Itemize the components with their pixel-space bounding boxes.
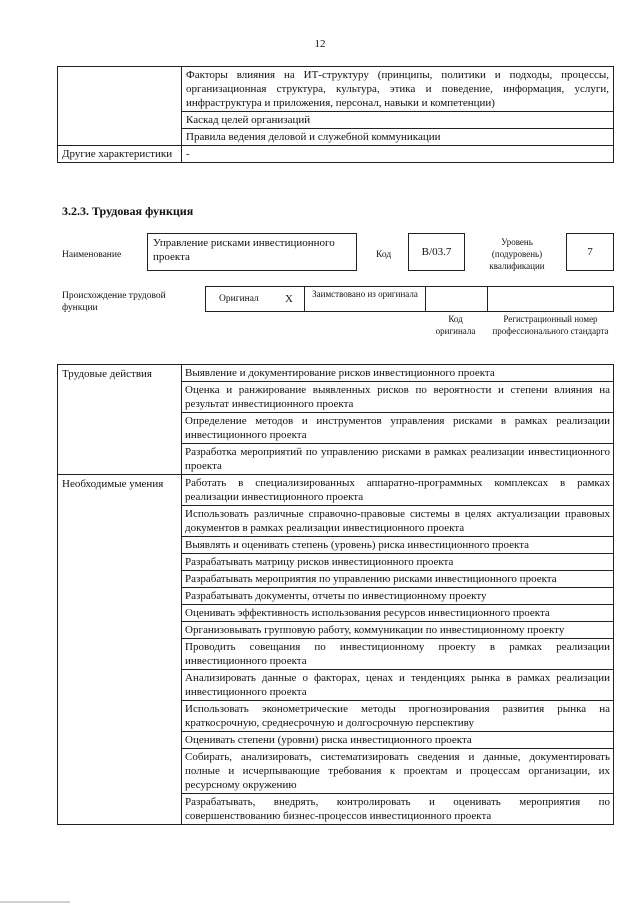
top-table [57, 66, 614, 163]
row-item: Проводить совещания по инвестиционному проекту в рамках реализации инвестиционного проекта [182, 639, 614, 670]
level-label: Уровень (подуровень) квалификации [489, 237, 545, 271]
level-value: 7 [587, 246, 593, 258]
row-item: Определение методов и инструментов управления рисками в рамках реализации инвестиционного проекта [182, 413, 614, 444]
row-item: Оценка и ранжирование выявленных рисков по вероятности и степени влияния на результат инвестиционного проекта [182, 382, 614, 413]
reg-number-box [487, 286, 614, 312]
reg-caption: Регистрационный номер профессионального стандарта [492, 314, 609, 336]
section-title: 3.2.3. Трудовая функция [62, 204, 194, 218]
scan-mark [0, 899, 120, 905]
row-item: Использовать различные справочно-правовые системы в целях актуализации правовых документов в рамках реализации инвестиционного проекта [182, 506, 614, 537]
row-label: Необходимые умения [58, 475, 182, 825]
row-label: Трудовые действия [58, 365, 182, 475]
table-row [58, 475, 614, 506]
code-label: Код [376, 250, 392, 260]
row-label: Другие характеристики [58, 146, 182, 163]
table-row [58, 365, 614, 382]
code-caption: Код оригинала [435, 314, 476, 336]
row-item: Разрабатывать мероприятия по управлению рисками инвестиционного проекта [182, 571, 614, 588]
row-item: Разработка мероприятий по управлению рисками в рамках реализации инвестиционного проекта [182, 444, 614, 475]
code-value-box [408, 233, 465, 271]
row-item: Разрабатывать, внедрять, контролировать и оценивать мероприятия по совершенствованию бизнес-процессов инвестиционного проекта [182, 794, 614, 825]
row-item: Разрабатывать матрицу рисков инвестиционного проекта [182, 554, 614, 571]
row-item: Оценивать степени (уровни) риска инвестиционного проекта [182, 732, 614, 749]
table-row [58, 67, 614, 112]
row-item: Разрабатывать документы, отчеты по инвестиционному проекту [182, 588, 614, 605]
level-value-box [566, 233, 614, 271]
main-table [57, 364, 614, 825]
row-item: Выявлять и оценивать степень (уровень) риска инвестиционного проекта [182, 537, 614, 554]
name-value-box [147, 233, 357, 271]
code-value: B/03.7 [421, 246, 452, 258]
name-label: Наименование [62, 250, 122, 260]
row-item: Факторы влияния на ИТ-структуру (принципы, политики и подходы, процессы, организационная структура, культура, этика и поведение, информация, услуги, инфраструктура и приложения, персонал, навыки и компетенции) [182, 67, 614, 112]
row-item: Организовывать групповую работу, коммуникации по инвестиционному проекту [182, 622, 614, 639]
row-item: Оценивать эффективность использования ресурсов инвестиционного проекта [182, 605, 614, 622]
row-item: Анализировать данные о факторах, ценах и тенденциях рынка в рамках реализации инвестиционного проекта [182, 670, 614, 701]
borrowed-label: Заимствовано из оригинала [312, 289, 418, 299]
row-item: Выявление и документирование рисков инвестиционного проекта [182, 365, 614, 382]
row-item: Каскад целей организаций [182, 112, 614, 129]
row-item: Правила ведения деловой и служебной коммуникации [182, 129, 614, 146]
original-mark: X [285, 293, 293, 305]
page-number: 12 [314, 38, 326, 50]
row-item: - [182, 146, 614, 163]
name-value: Управление рисками инвестиционного проекта [153, 237, 335, 263]
table-row [58, 146, 614, 163]
origin-label: Происхождение трудовой функции [62, 291, 166, 313]
orig-code-box [425, 286, 488, 312]
row-item: Использовать эконометрические методы прогнозирования развития рынка на краткосрочную, среднесрочную и долгосрочную перспективу [182, 701, 614, 732]
original-label: Оригинал [219, 294, 259, 304]
row-item: Работать в специализированных аппаратно-программных комплексах в рамках реализации инвестиционного проекта [182, 475, 614, 506]
row-label [58, 67, 182, 146]
row-item: Собирать, анализировать, систематизировать сведения и данные, документировать полные и исчерпывающие требования к проектам и процессам организации, их ресурсному окружению [182, 749, 614, 794]
